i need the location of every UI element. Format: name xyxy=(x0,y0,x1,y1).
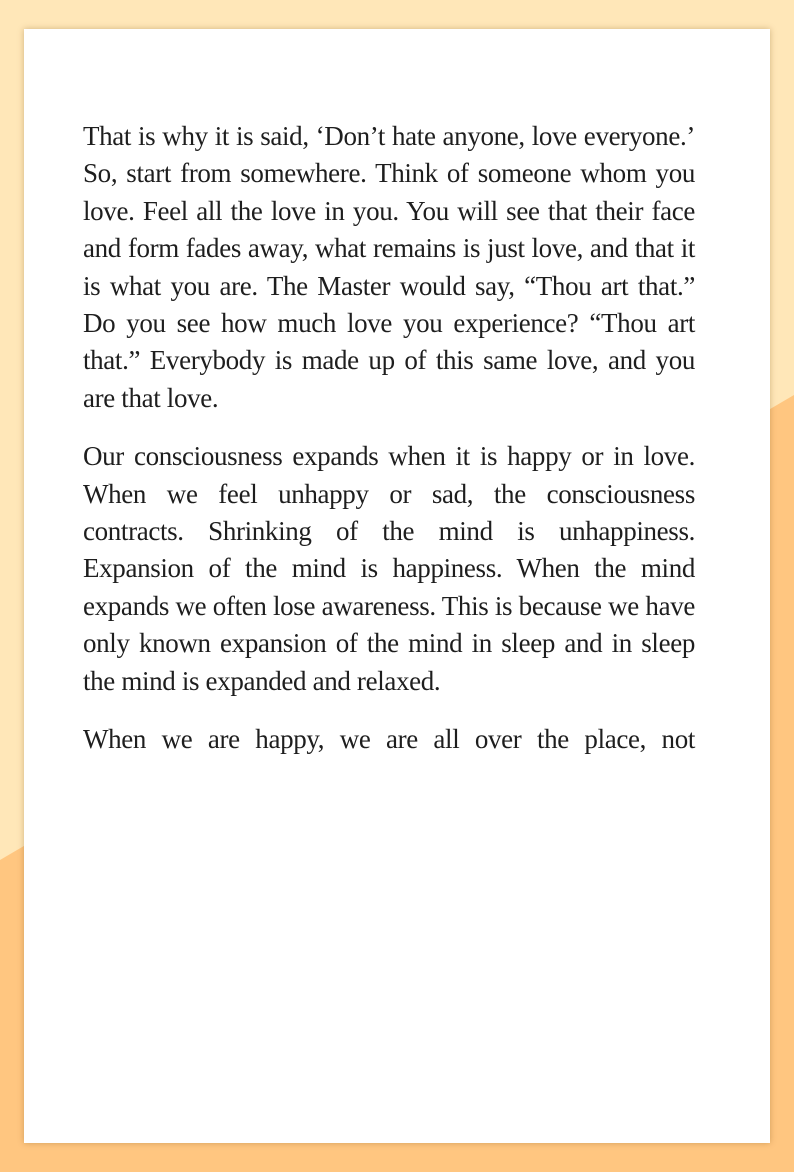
paragraph: Our consciousness expands when it is happy or in love. When we feel unhappy or sad, the consciousness contracts. Shrinking of the mind is unhappiness. Expansion of the mind is happiness. When the mind expands we often lose awareness. This is because we have only known expansion of the mind in sleep and in sleep the mind is expanded and relaxed. xyxy=(83,441,695,696)
paragraph: When we are happy, we are all over the place, not xyxy=(83,724,695,755)
paragraph: That is why it is said, ‘Don’t hate anyone, love everyone.’ So, start from somewhere. Think of someone whom you love. Feel all the love in you. You will see that their face and form fades away, what remains is just love, and that it is what you are. The Master would say, “Thou art that.” Do you see how much love you experience? “Thou art that.” Everybody is made up of this same love, and you are that love. xyxy=(83,121,695,413)
document-page xyxy=(24,29,770,1143)
